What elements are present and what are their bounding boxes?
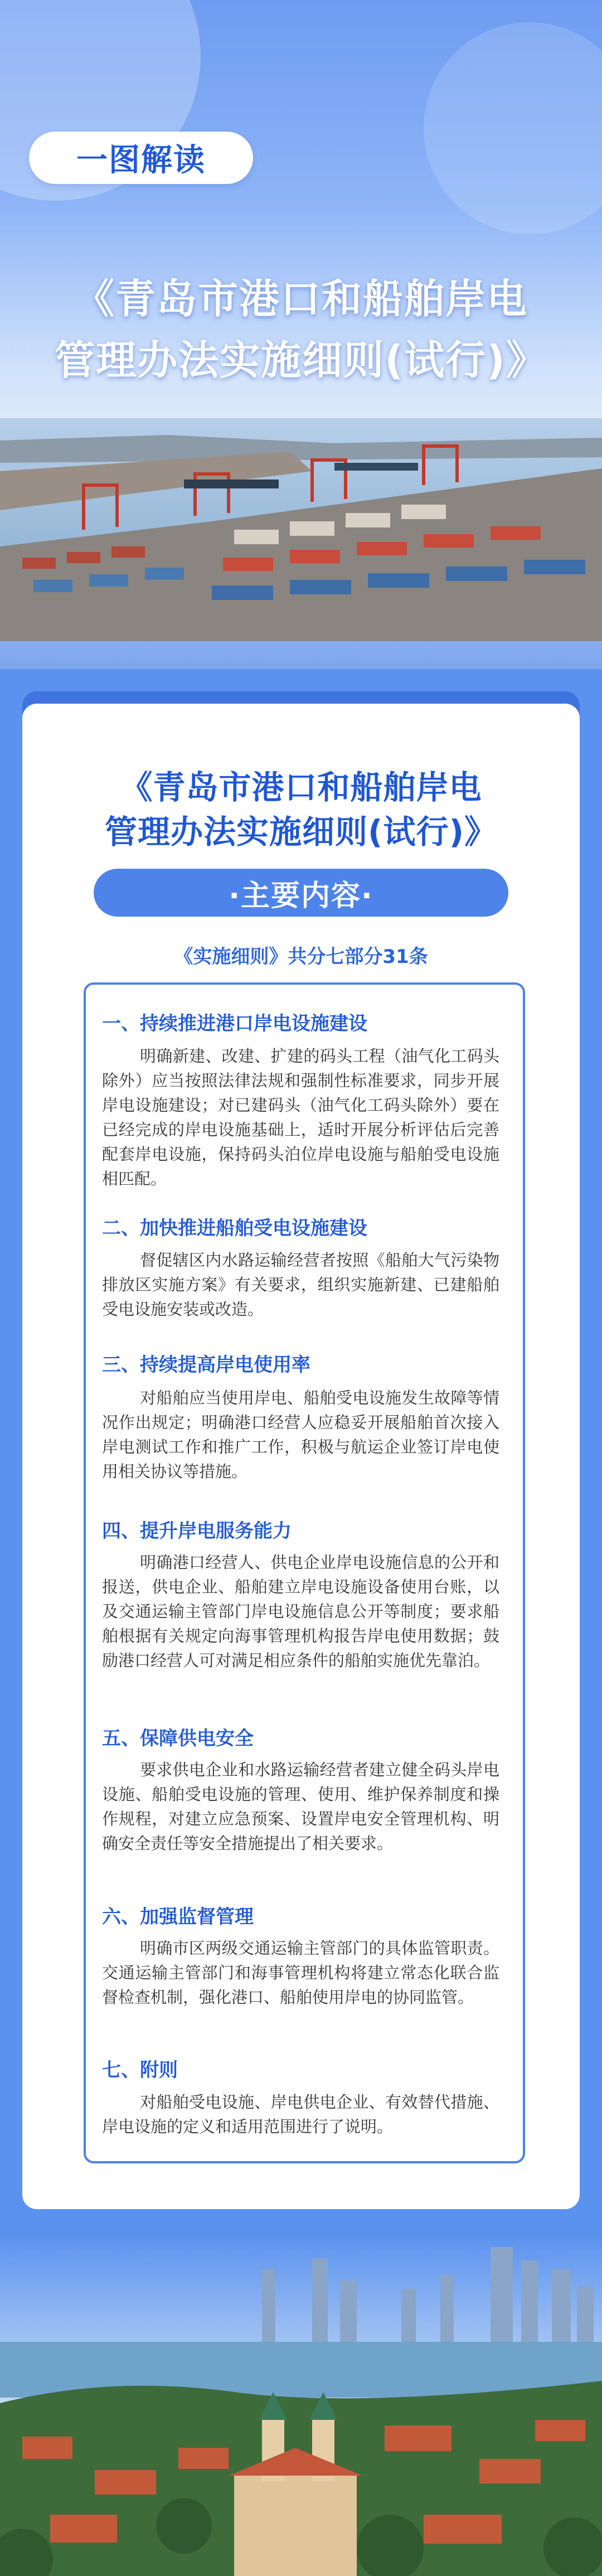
section-heading: 七、附则: [102, 2059, 178, 2081]
section-heading: 四、提升岸电服务能力: [102, 1520, 292, 1542]
tag-label: 一图解读: [29, 132, 253, 184]
port-photo: [0, 418, 602, 641]
section-body: 明确港口经营人、供电企业岸电设施信息的公开和报送，供电企业、船舶建立岸电设施设备使用台账，以及交通运输主管部门岸电设施信息公开等制度；要求船舶根据有关规定向海事管理机构报告岸电使用数据；鼓励港口经营人可对满足相应条件的船舶实施优先靠泊。: [102, 1553, 499, 1670]
hero-title-line2: 管理办法实施细则(试行)》: [55, 337, 547, 384]
section-body: 明确新建、改建、扩建的码头工程（油气化工码头除外）应当按照法律法规和强制性标准要求，同步开展岸电设施建设；对已建码头（油气化工码头除外）要在已经完成的岸电设施基础上，适时开展分析评估后完善配套岸电设施，保持码头泊位岸电设施与船舶受电设施相匹配。: [102, 1047, 499, 1188]
section-heading: 三、持续提高岸电使用率: [102, 1354, 310, 1376]
decor-glow: [424, 22, 602, 234]
section-heading: 一、持续推进港口岸电设施建设: [102, 1013, 367, 1035]
hero-title-line1: 《青岛市港口和船舶岸电: [74, 275, 528, 322]
section-body: 对船舶应当使用岸电、船舶受电设施发生故障等情况作出规定；明确港口经营人应稳妥开展船舶首次接入岸电测试工作和推广工作，积极与航运企业签订岸电使用相关协议等措施。: [102, 1388, 499, 1481]
section-heading: 五、保障供电安全: [102, 1727, 254, 1750]
section-body: 要求供电企业和水路运输经营者建立健全码头岸电设施、船舶受电设施的管理、使用、维护保养制度和操作规程，对建立应急预案、设置岸电安全管理机构、明确安全责任等安全措施提出了相关要求。: [102, 1760, 499, 1853]
section-heading: 六、加强监督管理: [102, 1906, 254, 1928]
section-heading: 二、加快推进船舶受电设施建设: [102, 1217, 367, 1239]
section-body: 督促辖区内水路运输经营者按照《船舶大气污染物排放区实施方案》有关要求，组织实施新建、已建船舶受电设施安装或改造。: [102, 1251, 499, 1319]
city-photo: [0, 2236, 602, 2576]
main-content-pill: ·主要内容·: [94, 869, 508, 917]
section-body: 对船舶受电设施、岸电供电企业、有效替代措施、岸电设施的定义和适用范围进行了说明。: [102, 2093, 499, 2136]
summary-line: 《实施细则》共分七部分31条: [174, 946, 428, 968]
section-body: 明确市区两级交通运输主管部门的具体监管职责。交通运输主管部门和海事管理机构将建立常态化联合监督检查机制，强化港口、船舶使用岸电的协同监管。: [102, 1939, 499, 2007]
header-banner: [0, 0, 602, 669]
card-title-line2: 管理办法实施细则(试行)》: [104, 813, 498, 851]
card-title-line1: 《青岛市港口和船舶岸电: [120, 768, 482, 806]
